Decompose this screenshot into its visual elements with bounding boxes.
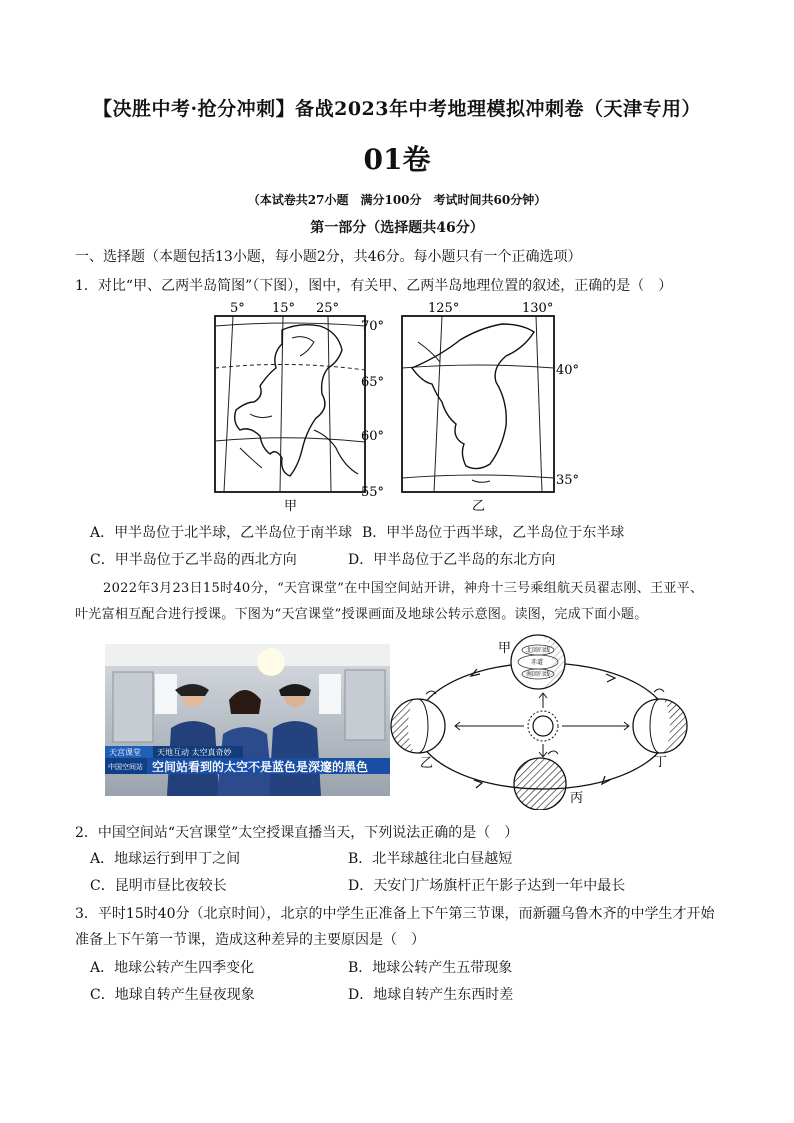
q1-option-b[interactable]: B．甲半岛位于西半球，乙半岛位于东半球 [362,525,625,541]
jia-lat-2: 65° [361,375,385,390]
label-jia: 甲 [498,641,512,656]
label-yi: 乙 [420,756,434,771]
sun-icon [528,711,558,741]
earth-yi [391,699,445,753]
jia-label: 甲 [284,499,298,514]
sticker-tropic-north: 北回归线 [526,647,551,654]
photo-tag-2: 天地互动 太空真奇妙 [157,748,232,757]
q3-stem-line-1: 3．平时15时40分（北京时间），北京的中学生正准备上下午第三节课，而新疆乌鲁木齐的中学生才开始 [75,906,715,922]
photo-logo: 中国空间站 [108,763,143,771]
q1-option-a[interactable]: A．甲半岛位于北半球，乙半岛位于南半球 [90,525,353,541]
part-heading: 第一部分（选择题共46分） [310,220,484,236]
photo-scene [105,644,390,796]
sticker-tropic-south: 南回归线 [526,671,551,678]
yi-lon-2: 130° [522,301,554,316]
section-instruction: 一、选择题（本题包括13小题，每小题2分，共46分。每小题只有一个正确选项） [75,249,582,265]
tiangong-classroom-photo [105,644,390,796]
jia-lon-2: 15° [272,301,296,316]
q3-stem-line-2: 准备上下午第一节课，造成这种差异的主要原因是（ ） [75,932,425,948]
q3-option-b[interactable]: B．地球公转产生五带现象 [348,960,513,976]
map-yi [402,301,579,514]
q3-option-d[interactable]: D．地球自转产生东西时差 [348,987,514,1003]
q3-option-a[interactable]: A．地球公转产生四季变化 [90,960,255,976]
photo-tag-1: 天宫课堂 [109,748,141,757]
q2-option-c[interactable]: C．昆明市昼比夜较长 [90,878,227,894]
q2-option-a[interactable]: A．地球运行到甲丁之间 [90,851,241,867]
q1-stem: 1．对比“甲、乙两半岛简图”（下图），图中，有关甲、乙两半岛地理位置的叙述，正确的是（ ） [75,278,673,294]
q2-stem: 2．中国空间站“天宫课堂”太空授课直播当天，下列说法正确的是（ ） [75,825,519,841]
orbit-diagram [388,632,698,810]
yi-lon-1: 125° [428,301,460,316]
paper-title: 【决胜中考·抢分冲刺】备战2023年中考地理模拟冲刺卷（天津专用） [93,98,701,120]
sticker-equator: 赤道 [531,659,544,666]
label-bing: 丙 [570,791,584,806]
q1-option-c[interactable]: C．甲半岛位于乙半岛的西北方向 [90,552,297,568]
earth-bing [514,758,566,810]
photo-caption: 空间站看到的太空不是蓝色是深邃的黑色 [152,760,369,774]
label-ding: 丁 [654,755,668,770]
yi-label: 乙 [472,499,486,514]
yi-lat-2: 35° [556,473,580,488]
jia-lon-3: 25° [316,301,340,316]
q2-option-b[interactable]: B．北半球越往北白昼越短 [348,851,513,867]
passage-line-2: 叶光富相互配合进行授课。下图为“天宫课堂”授课画面及地球公转示意图。读图，完成下面小题。 [75,607,648,622]
map-jia [215,301,384,514]
paper-info: （本试卷共27小题 满分100分 考试时间共60分钟） [247,193,547,207]
paper-volume: 01卷 [363,143,431,176]
yi-lat-1: 40° [556,363,580,378]
passage-line-1: 2022年3月23日15时40分，“天宫课堂”在中国空间站开讲，神舟十三号乘组航天员翟志刚、王亚平、 [103,581,704,596]
peninsula-maps [210,298,590,516]
q1-option-d[interactable]: D．甲半岛位于乙半岛的东北方向 [348,552,556,568]
jia-lat-3: 60° [361,429,385,444]
jia-lat-1: 70° [361,319,385,334]
jia-lat-4: 55° [361,485,385,500]
jia-lon-1: 5° [230,301,245,316]
q2-option-d[interactable]: D．天安门广场旗杆正午影子达到一年中最长 [348,878,626,894]
q3-option-c[interactable]: C．地球自转产生昼夜现象 [90,987,255,1003]
earth-jia [511,635,565,689]
earth-ding [633,699,687,753]
